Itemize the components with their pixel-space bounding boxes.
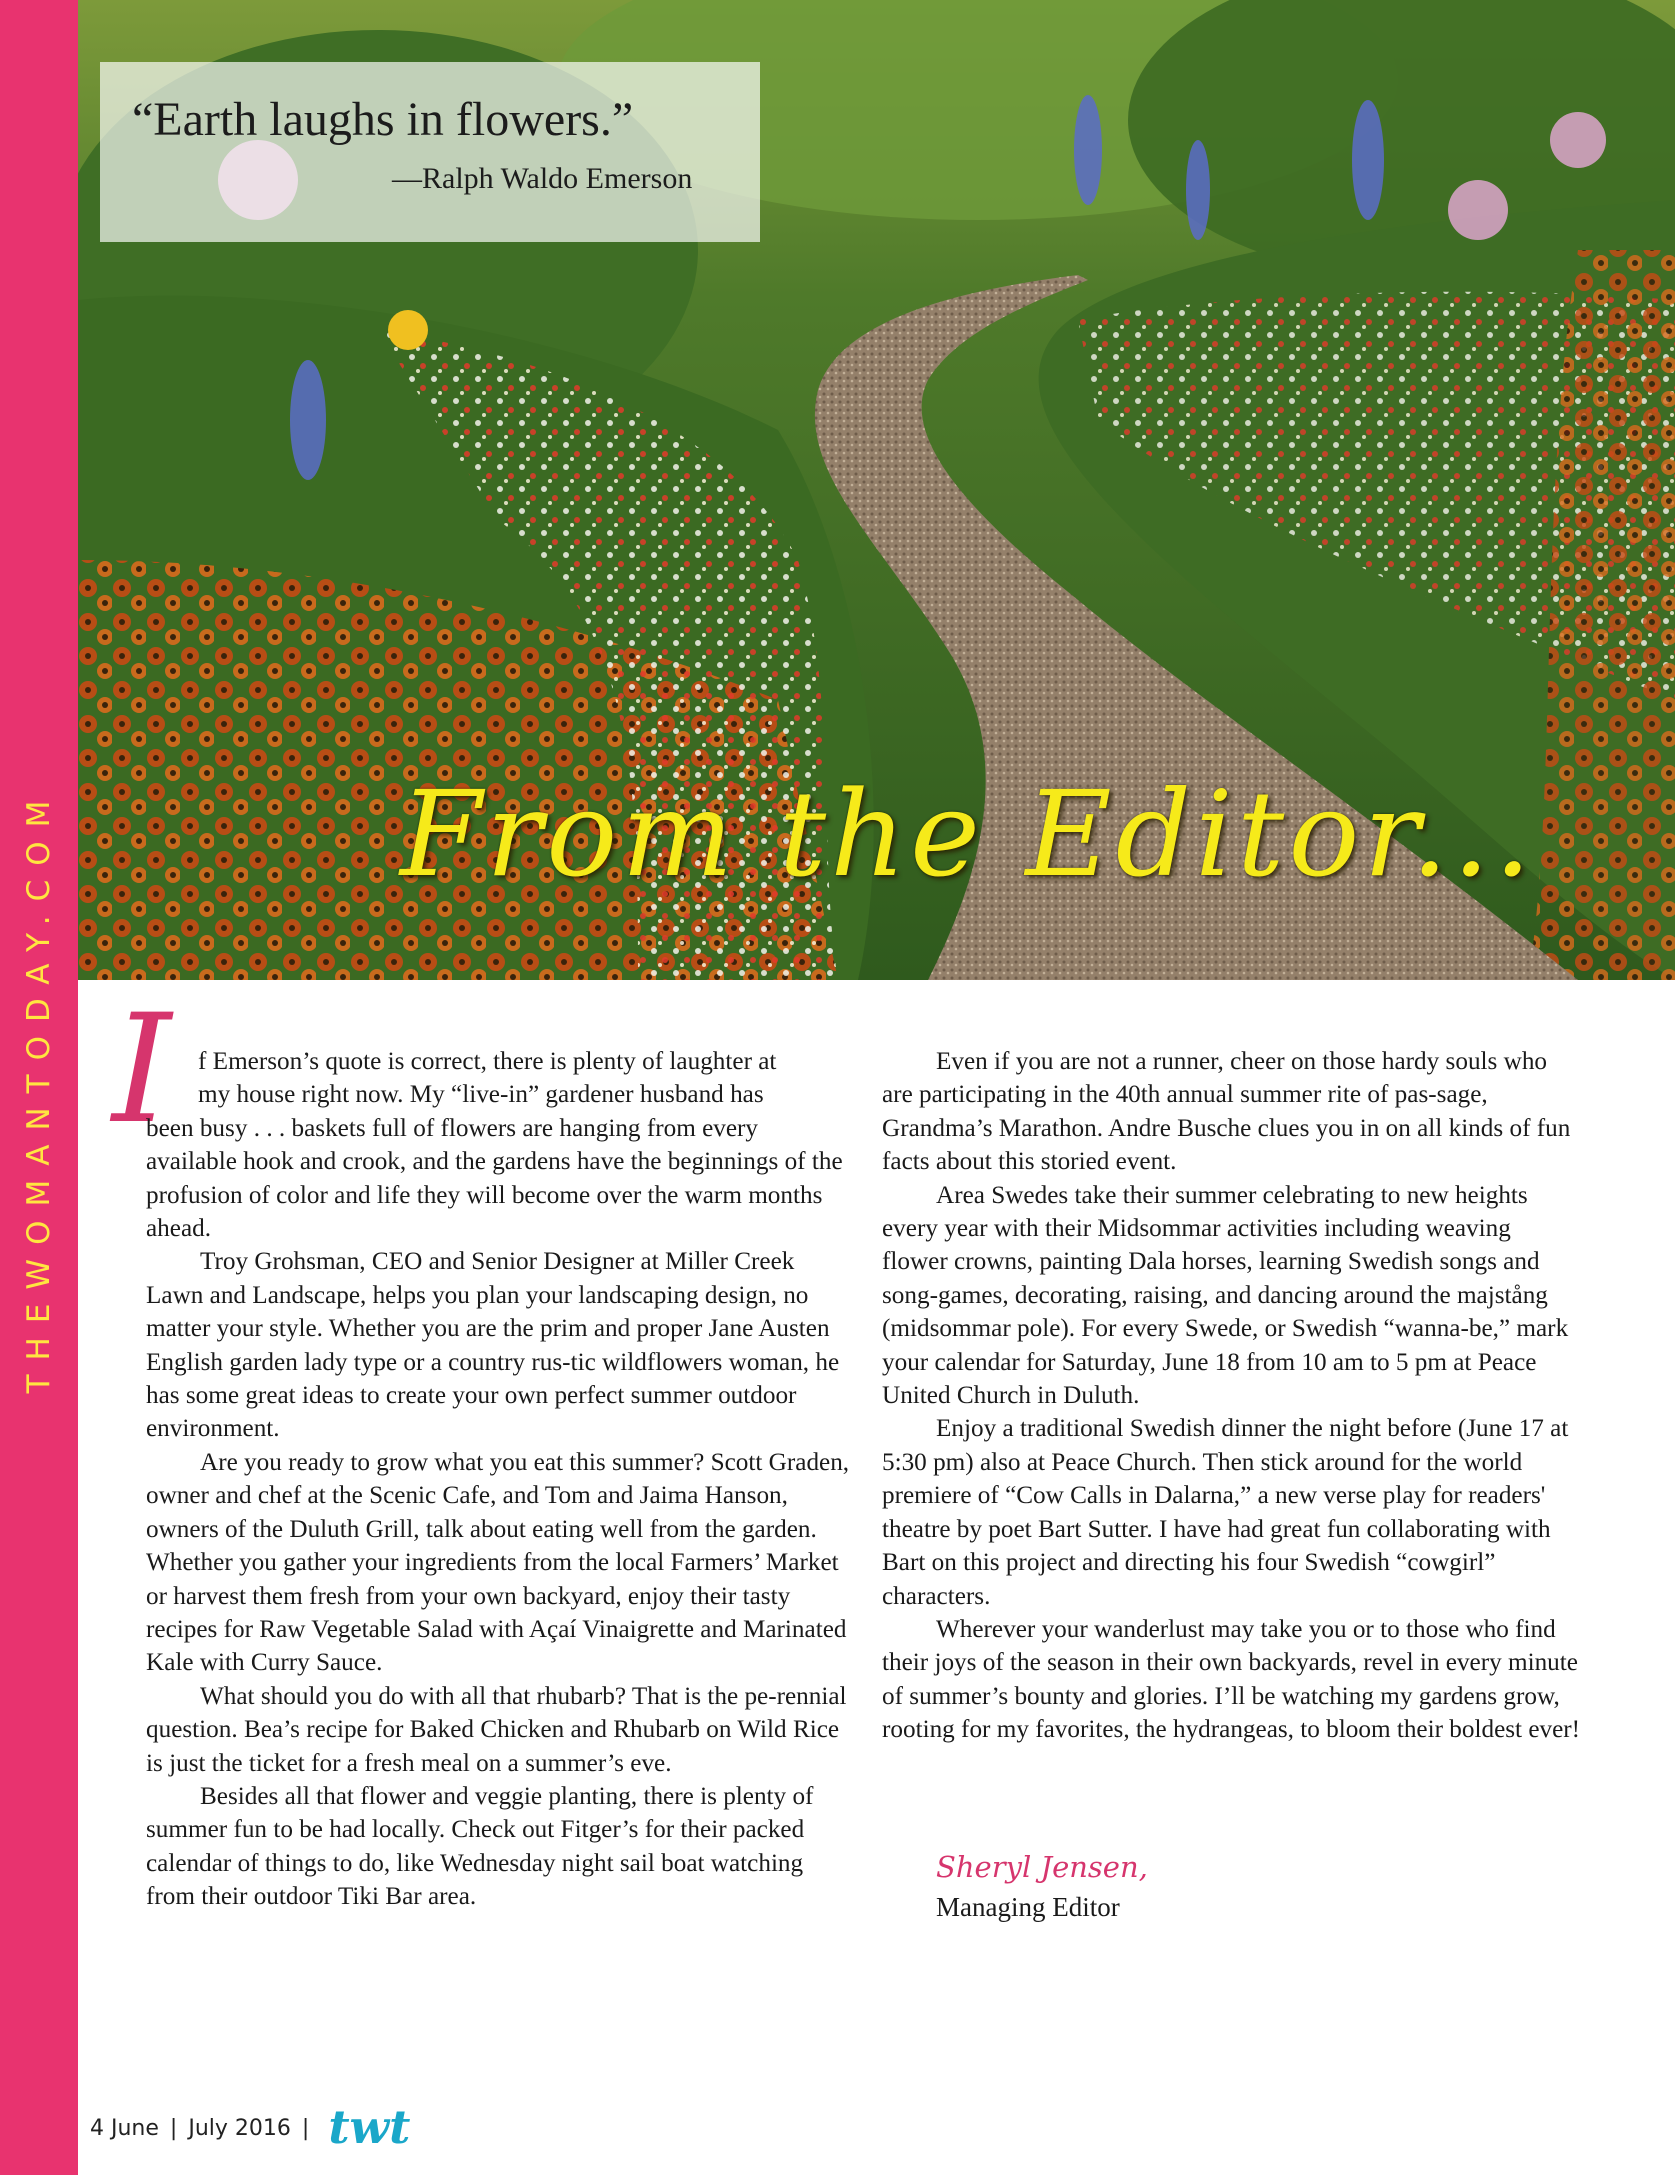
article-paragraph: Area Swedes take their summer celebrating to new heights every year with their Midsommar activities including weaving flower crowns, painting Dala horses, learning Swedish songs and song-games, decorating, raising, and dancing around the majstång (midsommar pole). For every Swede, or Swedish “wanna-be,” mark your calendar for Saturday, June 18 from 10 am to 5 pm at Peace United Church in Duluth. [882,1181,1569,1410]
first-line-2: my house right now. My “live-in” gardener husband has [198,1081,764,1109]
article-paragraph: Enjoy a traditional Swedish dinner the night before (June 17 at 5:30 pm) also at Peace Church. Then stick around for the world premiere of “Cow Calls in Dalarna,” a new verse play for readers' theatre by poet Bart Sutter. I have had great fun collaborating with Bart on this project and directing his four Swedish “cowgirl” characters. [882,1415,1569,1610]
sidebar [0,0,78,2175]
article-paragraph: Besides all that flower and veggie planting, there is plenty of summer fun to be had locally. Check out Fitger’s for their packed calendar of things to do, like Wednesday night sail boat watching from their outdoor Tiki Bar area. [146,1782,814,1911]
footer-month-year: July 2016 [188,2116,291,2141]
footer-separator: | [169,2116,178,2141]
article-paragraph: Even if you are not a runner, cheer on those hardy souls who are participating in the 40th annual summer rite of pas-sage, Grandma’s Marathon. Andre Busche clues you in on all kinds of fun facts about this storied event. [882,1048,1571,1176]
signature-name: Sheryl Jensen, [936,1850,1148,1884]
quote-author: —Ralph Waldo Emerson [392,162,693,195]
article-paragraph [146,1045,851,1245]
drop-cap: I [112,983,172,1157]
page-footer [90,2100,410,2154]
website-url: THEWOMANTODAY.COM [21,786,57,1394]
hero-quote: “Earth laughs in flowers.” [132,93,634,146]
first-paragraph-rest: been busy . . . baskets full of flowers are hanging from every available hook and crook, and the gardens have the beginnings of the profusion of color and life they will become over the warm months ahead. [146,1114,843,1243]
article-paragraph: Wherever your wanderlust may take you or to those who find their joys of the season in their own backyards, revel in every minute of summer’s bounty and glories. I’ll be watching my gardens grow, rooting for my favorites, the hydrangeas, to bloom their boldest ever! [882,1615,1581,1744]
page-number: 4 [90,2116,104,2141]
page-title: From the Editor... [400,765,1536,903]
quote-box [100,62,760,242]
article-paragraph: What should you do with all that rhubarb? That is the pe-rennial question. Bea’s recipe for Baked Chicken and Rhubarb on Wild Rice is just the ticket for a fresh meal on a summer’s eve. [146,1682,847,1777]
article-column-right [882,1045,1582,1747]
article-paragraph: Troy Grohsman, CEO and Senior Designer at Miller Creek Lawn and Landscape, helps you plan your landscaping design, no matter your style. Whether you are the prim and proper Jane Austen English garden lady type or a country rus-tic wildflowers woman, he has some great ideas to create your own perfect summer outdoor environment. [146,1248,840,1443]
footer-separator: | [301,2116,310,2141]
footer-month: June [111,2116,159,2141]
signature-title: Managing Editor [936,1892,1120,1922]
magazine-logo: twt [328,2100,411,2154]
article-paragraph: Are you ready to grow what you eat this summer? Scott Graden, owner and chef at the Scenic Cafe, and Tom and Jaima Hanson, owners of the Duluth Grill, talk about eating well from the garden. Whether you gather your ingredients from the local Farmers’ Market or harvest them fresh from your own backyard, enjoy their tasty recipes for Raw Vegetable Salad with Açaí Vinaigrette and Marinated Kale with Curry Sauce. [146,1448,850,1677]
first-line: f Emerson’s quote is correct, there is plenty of laughter at [198,1048,777,1075]
article-column-left [146,1045,851,1914]
